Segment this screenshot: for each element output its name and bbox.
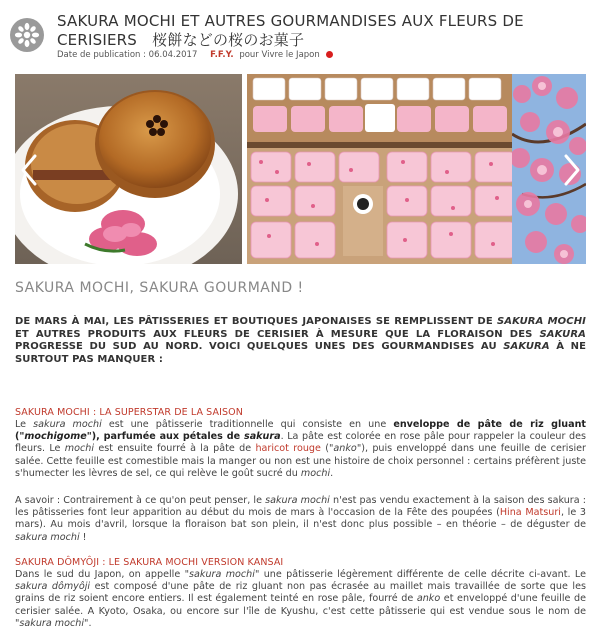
paragraph-sakura-mochi: Le sakura mochi est une pâtisserie traditionnelle qui consiste en une enveloppe de pâte de riz gluant ("mochigome"), parfumée aux pétales de sakura. La pâte est colorée en rose pâle pour rappeler la couleur des fleurs. Le mochi est ensuite fourré à la pâte de haricot rouge ("anko"), puis enveloppé dans une feuille de cerisier salée. Cette feuille est comestible mais la manger ou non est une histoire de choix personnel : certains préfèrent juste s'humecter les lèvres de sel, ce qui relève le goût sucré du mochi.	[15, 419, 586, 479]
subsection-heading-sakura-domyoji: SAKURA DÔMYÔJI : LE SAKURA MOCHI VERSION KANSAI	[15, 557, 284, 568]
intro-emphasis: SAKURA	[503, 341, 550, 352]
subsection-heading-sakura-mochi: SAKURA MOCHI : LA SUPERSTAR DE LA SAISON	[15, 407, 243, 418]
section-title: SAKURA MOCHI, SAKURA GOURMAND !	[15, 280, 304, 296]
carousel-slide-wrapped-sweets	[247, 74, 519, 264]
article-meta	[57, 50, 333, 60]
intro-text: PROGRESSE DU SUD AU NORD. VOICI QUELQUES UNES DES GOURMANDISES AU	[15, 341, 504, 352]
carousel-slide-dorayaki	[15, 74, 242, 264]
link-haricot-rouge[interactable]: haricot rouge	[255, 443, 321, 455]
intro-emphasis: SAKURA MOCHI	[496, 316, 586, 327]
sakura-flower-glyph	[10, 18, 44, 52]
intro-text: ET AUTRES PRODUITS AUX FLEURS DE CERISIER À MESURE QUE LA FLORAISON DES	[15, 328, 540, 340]
paragraph-sakura-domyoji: Dans le sud du Japon, on appelle "sakura mochi" une pâtisserie légèrement différente de celle décrite ci-avant. Le sakura dômyôji est composé d'une pâte de riz gluant non pas écrasée au maillet mais travaillée de sorte que les grains de riz soient encore entiers. Il est également teinté en rose pâle, fourré de anko et enveloppé d'une feuille de cerisier salée. A Kyoto, Osaka, ou encore sur l'île de Kyushu, c'est cette pâtisserie qui est vendue sous le nom de "sakura mochi".	[15, 569, 586, 629]
brand-dot-icon	[326, 51, 333, 58]
chevron-left-icon	[17, 152, 43, 188]
dorayaki-image	[15, 74, 242, 264]
intro-text: DE MARS À MAI, LES PÂTISSERIES ET BOUTIQUES JAPONAISES SE REMPLISSENT DE	[15, 316, 497, 327]
article-intro	[15, 316, 586, 366]
publication-date: Date de publication : 06.04.2017	[57, 50, 198, 60]
article-header	[0, 0, 600, 72]
carousel-prev-button[interactable]	[17, 152, 43, 188]
sakura-flower-icon[interactable]	[10, 18, 44, 52]
image-carousel[interactable]	[15, 74, 586, 264]
author-link[interactable]: F.F.Y.	[210, 50, 234, 60]
intro-emphasis: SAKURA	[539, 328, 586, 340]
page-title: SAKURA MOCHI ET AUTRES GOURMANDISES AUX FLEURS DE CERISIERS 桜餅などの桜のお菓子	[57, 12, 524, 49]
wrapped-sweets-image	[247, 74, 519, 264]
author-org: pour Vivre le Japon	[239, 50, 320, 60]
chevron-right-icon	[558, 152, 584, 188]
link-hina-matsuri[interactable]: Hina Matsuri	[499, 507, 561, 519]
intro-text: À NE SURTOUT PAS MANQUER :	[15, 341, 586, 365]
paragraph-a-savoir: A savoir : Contrairement à ce qu'on peut penser, le sakura mochi n'est pas vendu exactement à la saison des sakura : les pâtisseries font leur apparition au début du mois de mars à l'occasion de la Fête des poupées (Hina Matsuri, le 3 mars). Au mois d'avril, lorsque la floraison bat son plein, il n'est donc plus possible – en théorie – de déguster de sakura mochi !	[15, 495, 587, 543]
carousel-next-button[interactable]	[558, 152, 584, 188]
